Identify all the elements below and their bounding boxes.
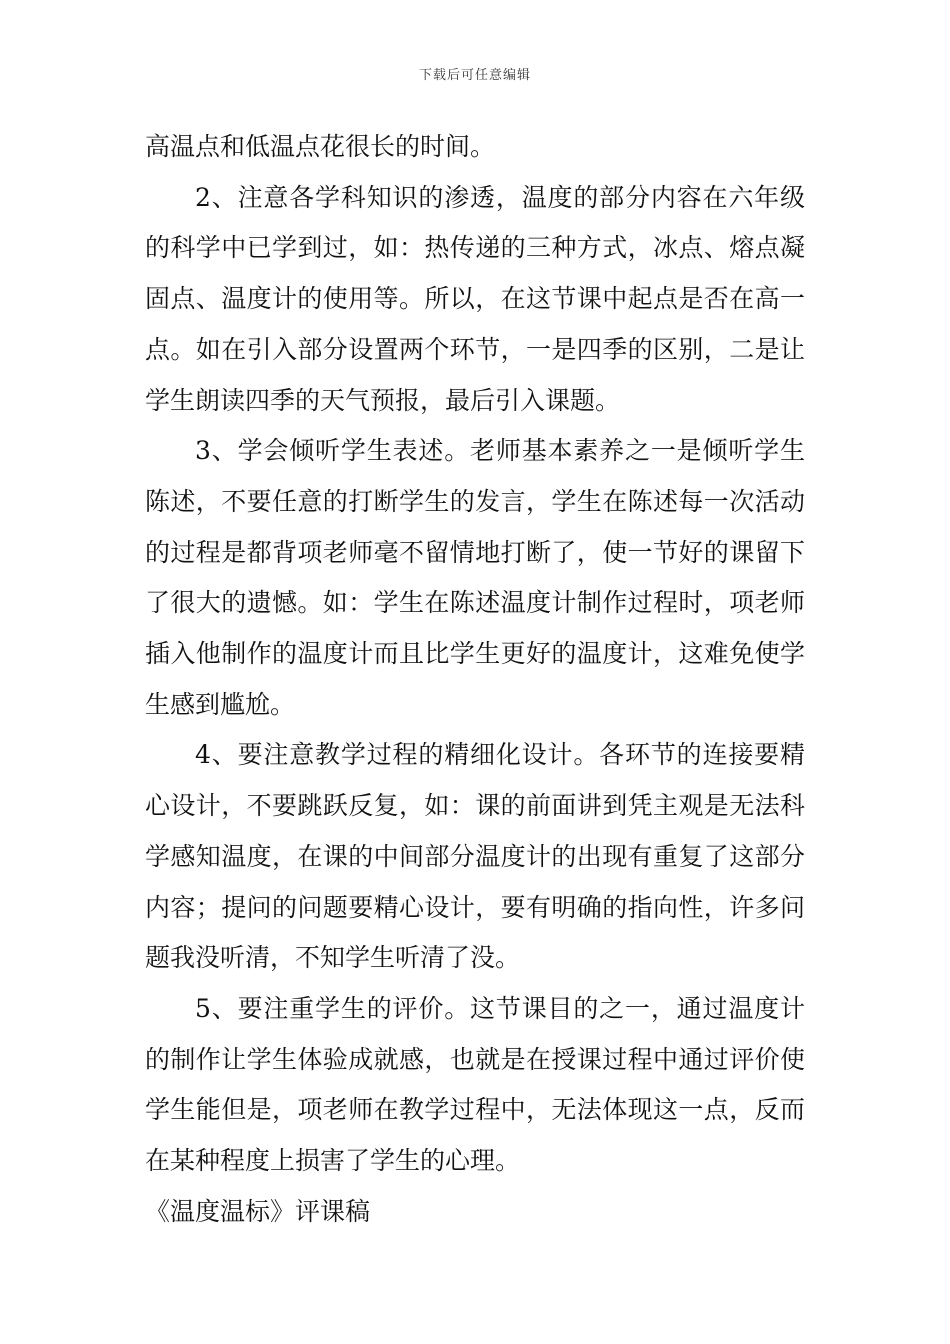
paragraph-4: 4、要注意教学过程的精细化设计。各环节的连接要精心设计，不要跳跃反复，如：课的前面讲到凭主观是无法科学感知温度，在课的中间部分温度计的出现有重复了这部分内容；提问的问题要精心设计，要有明确的指向性，许多问题我没听清，不知学生听清了没。: [145, 740, 805, 973]
closing-title: 《温度温标》评课稿: [145, 1196, 371, 1226]
paragraph-1: 高温点和低温点花很长的时间。: [145, 132, 496, 161]
page-header: 下载后可任意编辑: [418, 68, 531, 83]
document-body: [145, 122, 805, 1237]
paragraph-5: 5、要注重学生的评价。这节课目的之一，通过温度计的制作让学生体验成就感，也就是在授课过程中通过评价使学生能但是，项老师在教学过程中，无法体现这一点，反而在某种程度上损害了学生的心理。: [145, 993, 805, 1176]
paragraph-2: 2、注意各学科知识的渗透，温度的部分内容在六年级的科学中已学到过，如：热传递的三种方式，冰点、熔点凝固点、温度计的使用等。所以，在这节课中起点是否在高一点。如在引入部分设置两个环节，一是四季的区别，二是让学生朗读四季的天气预报，最后引入课题。: [145, 182, 805, 415]
paragraph-3: 3、学会倾听学生表述。老师基本素养之一是倾听学生陈述，不要任意的打断学生的发言，学生在陈述每一次活动的过程是都背项老师毫不留情地打断了，使一节好的课留下了很大的遗憾。如：学生在陈述温度计制作过程时，项老师插入他制作的温度计而且比学生更好的温度计，这难免使学生感到尴尬。: [145, 436, 805, 719]
